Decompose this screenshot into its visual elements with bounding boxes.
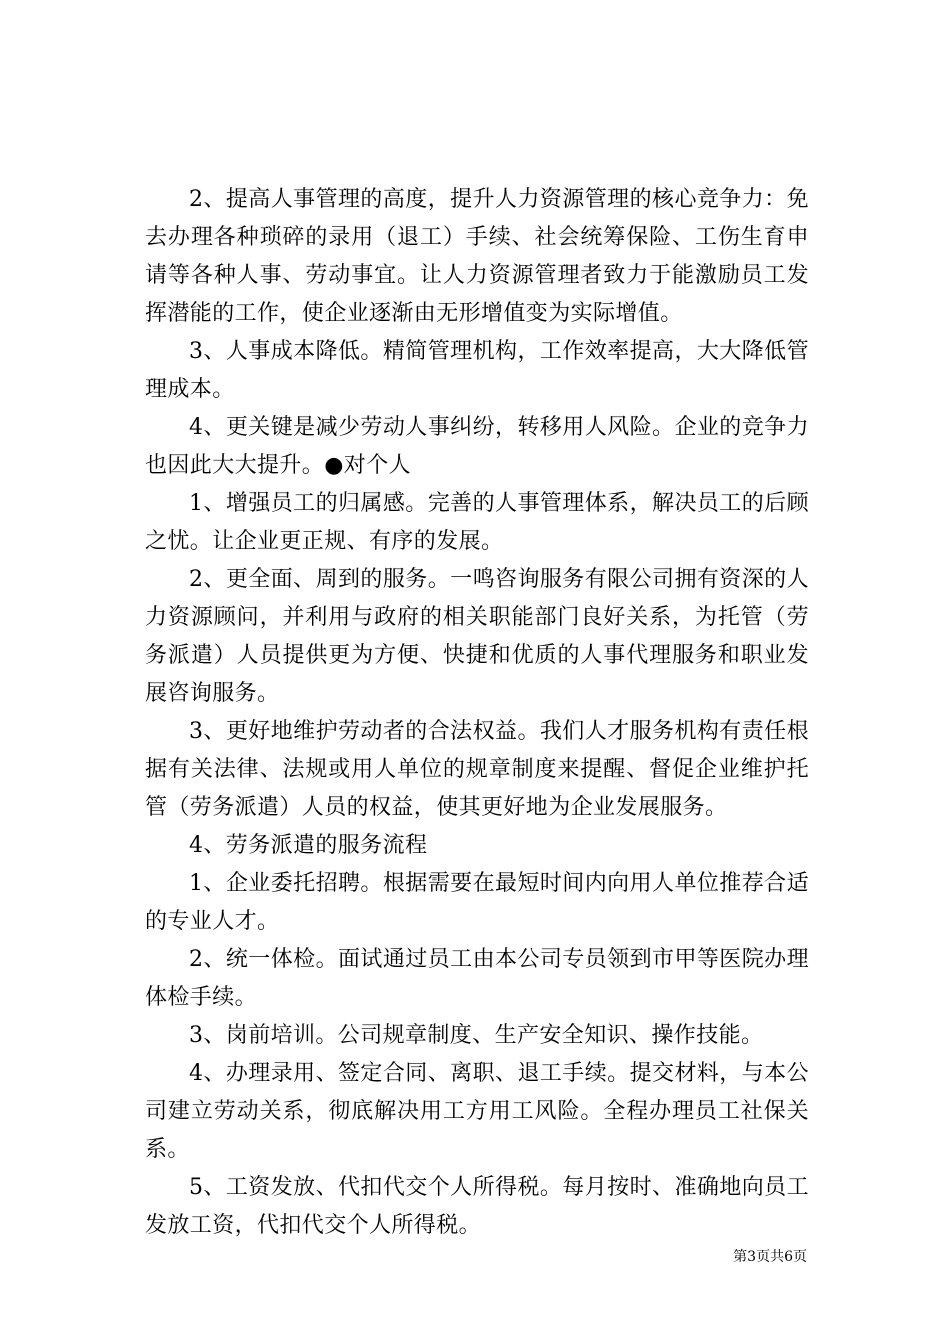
paragraph-1: 2、提高人事管理的高度，提升人力资源管理的核心竞争力：免去办理各种琐碎的录用（退工）手续、社会统筹保险、工伤生育申请等各种人事、劳动事宜。让人力资源管理者致力于能激励员工发挥潜能的工作，使企业逐渐由无形增值变为实际增值。 xyxy=(145,187,809,326)
body-text xyxy=(145,181,809,1245)
paragraph-8: 1、企业委托招聘。根据需要在最短时间内向用人单位推荐合适的专业人才。 xyxy=(145,871,809,934)
paragraph-5: 2、更全面、周到的服务。一鸣咨询服务有限公司拥有资深的人力资源顾问，并利用与政府的相关职能部门良好关系，为托管（劳务派遣）人员提供更为方便、快捷和优质的人事代理服务和职业发展咨询服务。 xyxy=(145,567,809,706)
paragraph-4: 1、增强员工的归属感。完善的人事管理体系，解决员工的后顾之忧。让企业更正规、有序的发展。 xyxy=(145,491,809,554)
paragraph-12: 5、工资发放、代扣代交个人所得税。每月按时、准确地向员工发放工资，代扣代交个人所得税。 xyxy=(145,1175,809,1238)
paragraph-7: 4、劳务派遣的服务流程 xyxy=(189,833,428,858)
paragraph-6: 3、更好地维护劳动者的合法权益。我们人才服务机构有责任根据有关法律、法规或用人单位的规章制度来提醒、督促企业维护托管（劳务派遣）人员的权益，使其更好地为企业发展服务。 xyxy=(145,719,809,820)
paragraph-2: 3、人事成本降低。精简管理机构，工作效率提高，大大降低管理成本。 xyxy=(145,339,809,402)
page-number: 第3页共6页 xyxy=(733,1249,807,1265)
paragraph-11: 4、办理录用、签定合同、离职、退工手续。提交材料，与本公司建立劳动关系，彻底解决用工方用工风险。全程办理员工社保关系。 xyxy=(145,1061,809,1162)
paragraph-9: 2、统一体检。面试通过员工由本公司专员领到市甲等医院办理体检手续。 xyxy=(145,947,809,1010)
paragraph-3: 4、更关键是减少劳动人事纠纷，转移用人风险。企业的竞争力也因此大大提升。●对个人 xyxy=(145,415,809,478)
paragraph-10: 3、岗前培训。公司规章制度、生产安全知识、操作技能。 xyxy=(189,1023,764,1048)
